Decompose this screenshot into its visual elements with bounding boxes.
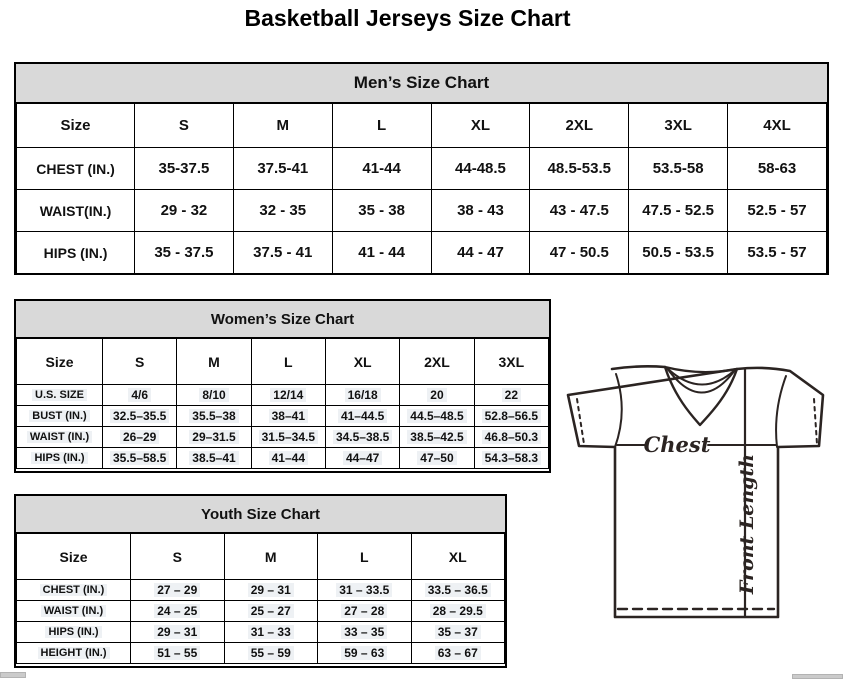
size-value-cell: 31 – 33.5 <box>318 580 412 601</box>
row-label: BUST (IN.) <box>17 406 103 427</box>
mens-size-chart-grid <box>16 103 827 274</box>
size-value-cell: 31.5–34.5 <box>251 427 325 448</box>
size-value-cell: 38 - 43 <box>431 190 530 232</box>
size-value-cell: 47–50 <box>400 448 474 469</box>
size-value-cell: 27 – 29 <box>131 580 225 601</box>
size-value-cell: 29–31.5 <box>177 427 251 448</box>
youth-size-chart-grid <box>16 533 505 664</box>
size-value-cell: 35 – 37 <box>411 622 505 643</box>
womens-size-chart-grid <box>16 338 549 469</box>
size-value-cell: 46.8–50.3 <box>474 427 548 448</box>
table-row <box>17 643 505 664</box>
size-value-cell: 24 – 25 <box>131 601 225 622</box>
size-value-cell: 32.5–35.5 <box>103 406 177 427</box>
size-value-cell: 27 – 28 <box>318 601 412 622</box>
column-header: M <box>224 534 318 580</box>
column-header: XL <box>325 339 399 385</box>
table-row <box>17 448 549 469</box>
size-value-cell: 29 – 31 <box>131 622 225 643</box>
size-value-cell: 41 - 44 <box>332 232 431 274</box>
size-value-cell: 50.5 - 53.5 <box>629 232 728 274</box>
row-label: WAIST (IN.) <box>17 601 131 622</box>
column-header: Size <box>17 534 131 580</box>
column-header: S <box>135 104 234 148</box>
size-value-cell: 28 – 29.5 <box>411 601 505 622</box>
size-value-cell: 35 - 38 <box>332 190 431 232</box>
size-value-cell: 16/18 <box>325 385 399 406</box>
row-label: WAIST (IN.) <box>17 427 103 448</box>
row-label: HEIGHT (IN.) <box>17 643 131 664</box>
front-length-label: Front Length <box>736 453 758 595</box>
row-label: HIPS (IN.) <box>17 232 135 274</box>
column-header: 3XL <box>474 339 548 385</box>
page-title: Basketball Jerseys Size Chart <box>244 5 571 31</box>
size-value-cell: 38.5–42.5 <box>400 427 474 448</box>
size-value-cell: 41–44.5 <box>325 406 399 427</box>
size-value-cell: 8/10 <box>177 385 251 406</box>
size-value-cell: 34.5–38.5 <box>325 427 399 448</box>
size-value-cell: 47 - 50.5 <box>530 232 629 274</box>
column-header: 3XL <box>629 104 728 148</box>
size-value-cell: 38.5–41 <box>177 448 251 469</box>
mens-size-chart <box>14 62 829 275</box>
column-header: M <box>233 104 332 148</box>
row-label: HIPS (IN.) <box>17 448 103 469</box>
column-header: 4XL <box>728 104 827 148</box>
size-value-cell: 59 – 63 <box>318 643 412 664</box>
youth-size-chart-title: Youth Size Chart <box>16 496 505 533</box>
size-value-cell: 44–47 <box>325 448 399 469</box>
column-header: L <box>332 104 431 148</box>
size-value-cell: 55 – 59 <box>224 643 318 664</box>
column-header: Size <box>17 104 135 148</box>
column-header: Size <box>17 339 103 385</box>
row-label: HIPS (IN.) <box>17 622 131 643</box>
size-value-cell: 35 - 37.5 <box>135 232 234 274</box>
column-header: 2XL <box>400 339 474 385</box>
size-value-cell: 33 – 35 <box>318 622 412 643</box>
size-value-cell: 41-44 <box>332 148 431 190</box>
column-header: S <box>131 534 225 580</box>
scrollbar-fragment-left[interactable] <box>0 672 26 678</box>
table-row <box>17 427 549 448</box>
table-row <box>17 385 549 406</box>
column-header: L <box>318 534 412 580</box>
size-value-cell: 63 – 67 <box>411 643 505 664</box>
size-value-cell: 20 <box>400 385 474 406</box>
womens-size-chart-title: Women’s Size Chart <box>16 301 549 338</box>
size-value-cell: 35.5–38 <box>177 406 251 427</box>
table-row <box>17 622 505 643</box>
column-header: 2XL <box>530 104 629 148</box>
jersey-seam-left <box>615 374 622 447</box>
size-value-cell: 47.5 - 52.5 <box>629 190 728 232</box>
size-value-cell: 53.5-58 <box>629 148 728 190</box>
size-value-cell: 51 – 55 <box>131 643 225 664</box>
size-value-cell: 25 – 27 <box>224 601 318 622</box>
size-value-cell: 33.5 – 36.5 <box>411 580 505 601</box>
size-value-cell: 52.8–56.5 <box>474 406 548 427</box>
size-value-cell: 52.5 - 57 <box>728 190 827 232</box>
size-value-cell: 41–44 <box>251 448 325 469</box>
size-value-cell: 58-63 <box>728 148 827 190</box>
column-header: XL <box>411 534 505 580</box>
table-row <box>17 406 549 427</box>
size-value-cell: 32 - 35 <box>233 190 332 232</box>
size-value-cell: 12/14 <box>251 385 325 406</box>
scrollbar-fragment-right[interactable] <box>792 674 843 679</box>
chest-label: Chest <box>643 432 711 457</box>
size-value-cell: 37.5-41 <box>233 148 332 190</box>
size-value-cell: 44-48.5 <box>431 148 530 190</box>
womens-size-chart <box>14 299 551 473</box>
size-value-cell: 29 - 32 <box>135 190 234 232</box>
jersey-silhouette <box>568 366 823 617</box>
size-value-cell: 43 - 47.5 <box>530 190 629 232</box>
row-label: WAIST(IN.) <box>17 190 135 232</box>
sleeve-cuff-dash-right <box>814 399 817 444</box>
table-row <box>17 148 827 190</box>
column-header: XL <box>431 104 530 148</box>
size-value-cell: 22 <box>474 385 548 406</box>
table-row <box>17 601 505 622</box>
table-row <box>17 190 827 232</box>
size-value-cell: 48.5-53.5 <box>530 148 629 190</box>
size-value-cell: 26–29 <box>103 427 177 448</box>
row-label: CHEST (IN.) <box>17 580 131 601</box>
size-value-cell: 4/6 <box>103 385 177 406</box>
row-label: CHEST (IN.) <box>17 148 135 190</box>
column-header: M <box>177 339 251 385</box>
size-value-cell: 31 – 33 <box>224 622 318 643</box>
size-value-cell: 53.5 - 57 <box>728 232 827 274</box>
jersey-seam-right <box>776 376 786 447</box>
jersey-diagram <box>557 356 843 630</box>
table-row <box>17 580 505 601</box>
column-header: S <box>103 339 177 385</box>
size-value-cell: 54.3–58.3 <box>474 448 548 469</box>
size-value-cell: 29 – 31 <box>224 580 318 601</box>
size-value-cell: 37.5 - 41 <box>233 232 332 274</box>
mens-size-chart-title: Men’s Size Chart <box>16 64 827 103</box>
column-header: L <box>251 339 325 385</box>
jersey-outline-svg <box>557 356 843 630</box>
size-value-cell: 35.5–58.5 <box>103 448 177 469</box>
row-label: U.S. SIZE <box>17 385 103 406</box>
size-value-cell: 38–41 <box>251 406 325 427</box>
size-value-cell: 35-37.5 <box>135 148 234 190</box>
size-value-cell: 44.5–48.5 <box>400 406 474 427</box>
size-value-cell: 44 - 47 <box>431 232 530 274</box>
table-row <box>17 232 827 274</box>
youth-size-chart <box>14 494 507 668</box>
